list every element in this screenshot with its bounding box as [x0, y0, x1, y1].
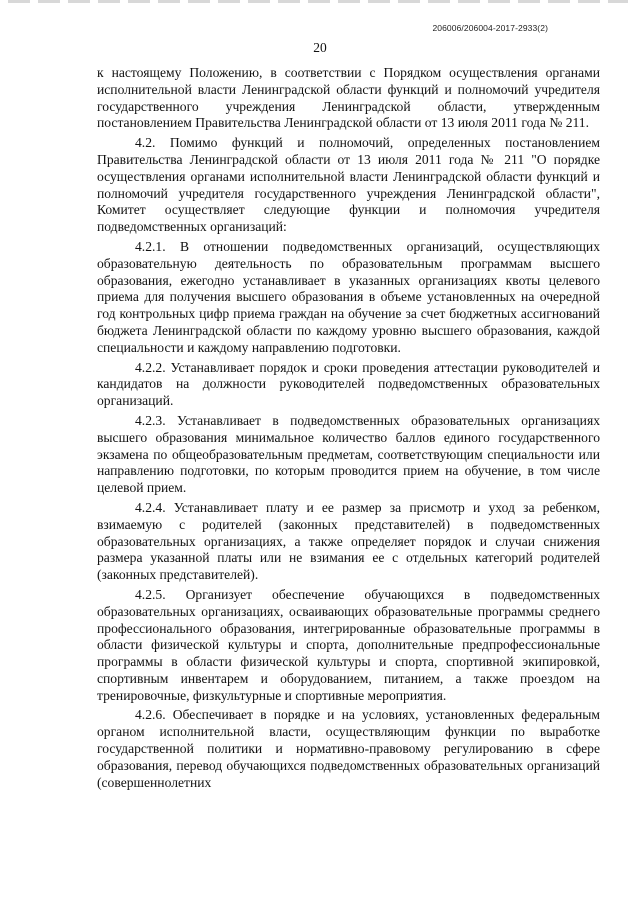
paragraph-continuation: к настоящему Положению, в соответствии с Порядком осуществления органами исполнительной власти Ленинградской области функций и полномочий учредителя государственного учреждения Ленинградской области, утвержденным постановлением Правительства Ленинградской области от 13 июля 2011 года № 211.: [97, 65, 600, 131]
paragraph-4-2-1: 4.2.1. В отношении подведомственных организаций, осуществляющих образовательную деятельность по образовательным программам высшего образования, ежегодно устанавливает в указанных организациях квоты целевого приема для получения высшего образования в объеме установленных на очередной год контрольных цифр приема граждан на обучение за счет бюджетных ассигнований бюджета Ленинградской области по каждому уровню высшего образования, каждой специальности и каждому направлению подготовки.: [97, 238, 600, 355]
scan-edge-line: [8, 0, 628, 3]
paragraph-4-2: 4.2. Помимо функций и полномочий, определенных постановлением Правительства Ленинградской области от 13 июля 2011 года № 211 "О порядке осуществления органами исполнительной власти Ленинградской области функций и полномочий учредителя государственного учреждения Ленинградской области", Комитет осуществляет следующие функции и полномочия учредителя подведомственных организаций:: [97, 135, 600, 235]
paragraph-4-2-4: 4.2.4. Устанавливает плату и ее размер за присмотр и уход за ребенком, взимаемую с родителей (законных представителей) в подведомственных образовательных организациях, а также определяет порядок и случаи снижения размера указанной платы или не взимания ее с отдельных категорий родителей (законных представителей).: [97, 499, 600, 583]
document-body: [97, 65, 600, 791]
paragraph-4-2-2: 4.2.2. Устанавливает порядок и сроки проведения аттестации руководителей и кандидатов на должности руководителей подведомственных образовательных организаций.: [97, 359, 600, 409]
paragraph-4-2-5: 4.2.5. Организует обеспечение обучающихся в подведомственных образовательных организациях, осваивающих образовательные программы среднего профессионального образования, интегрированные образовательные программы в области физической культуры и спорта, дополнительные предпрофессиональные программы в области физической культуры и спорта, спортивной экипировкой, спортивным инвентарем и оборудованием, питанием, а также проездом на тренировочные, физкультурные и спортивные мероприятия.: [97, 586, 600, 703]
page-number: 20: [313, 40, 327, 55]
paragraph-4-2-6: 4.2.6. Обеспечивает в порядке и на условиях, установленных федеральным органом исполнительной власти, осуществляющим функции по выработке государственной политики и нормативно-правовому регулированию в сфере образования, перевод обучающихся подведомственных образовательных организаций (совершеннолетних: [97, 707, 600, 790]
paragraph-4-2-3: 4.2.3. Устанавливает в подведомственных образовательных организациях высшего образования минимальное количество баллов единого государственного экзамена по общеобразовательным предметам, соответствующим специальности или направлению подготовки, по которым проводится прием на обучение, в том числе целевой прием.: [97, 412, 600, 496]
document-id: 206006/206004-2017-2933(2): [432, 23, 548, 33]
